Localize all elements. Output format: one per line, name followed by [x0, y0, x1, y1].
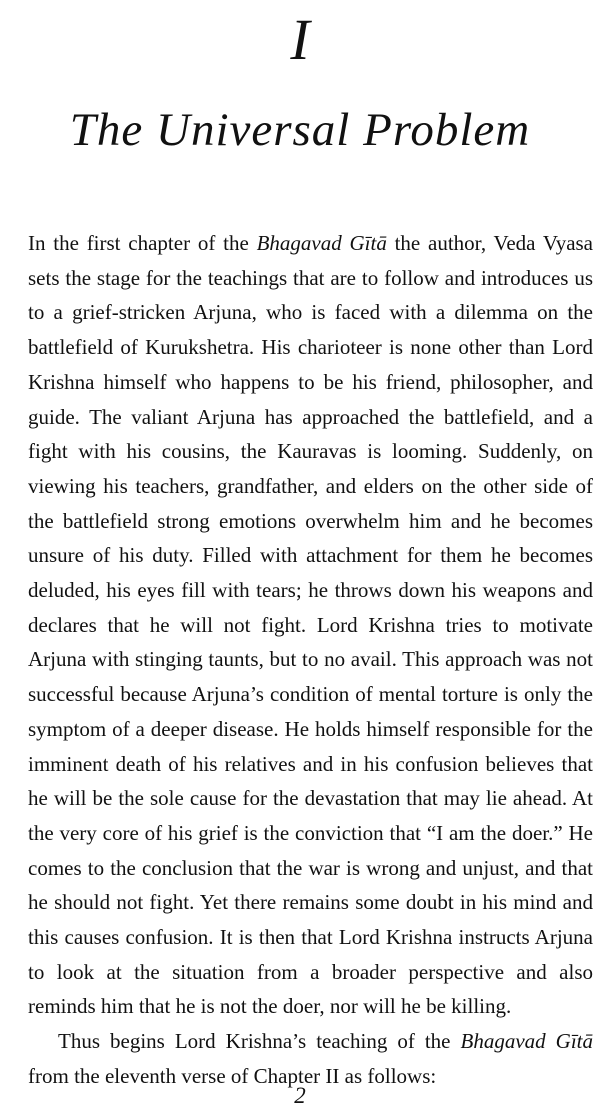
paragraph-2-text-a: Thus begins Lord Krishna’s teaching of the [58, 1029, 461, 1054]
chapter-title: The Universal Problem [69, 104, 531, 156]
paragraph-1-text-b: the author, Veda Vyasa sets the stage for the teachings that are to follow and introduces us to a grief-stricken Arjuna, who is faced with a dilemma on the battlefield of Kurukshetra. His charioteer is none other than Lord Krishna himself who happens to be his friend, philosopher, and guide. The valiant Arjuna has approached the battlefield, and a fight with his cousins, the Kauravas is looming. Suddenly, on viewing his teachers, grandfather, and elders on the other side of the battlefield strong emotions overwhelm him and he becomes unsure of his duty. Filled with attachment for them he becomes deluded, his eyes fill with tears; he throws down his weapons and declares that he will not fight. Lord Krishna tries to motivate Arjuna with stinging taunts, but to no avail. This approach was not successful because Arjuna’s condition of mental torture is only the symptom of a deeper disease. He holds himself responsible for the imminent death of his relatives and in his confusion believes that he will be the sole cause for the devastation that may lie ahead. At the very core of his grief is the conviction that “I am the doer.” He comes to the conclusion that the war is wrong and unjust, and that he should not fight. Yet there remains some doubt in his mind and this causes confusion. It is then that Lord Krishna instructs Arjuna to look at the situation from a broader perspective and also reminds him that he is not the doer, nor will he be killing. [28, 231, 594, 1019]
paragraph-1-text-a: In the first chapter of the [28, 231, 257, 255]
page-number: 2 [294, 1083, 306, 1108]
paragraph-1 [28, 226, 593, 1024]
book-title-italic: Bhagavad Gītā [256, 231, 387, 255]
body-text [28, 226, 593, 1094]
book-title-italic: Bhagavad Gītā [460, 1029, 594, 1054]
chapter-number: I [290, 7, 310, 72]
paragraph-2-text-b: from the eleventh verse of Chapter II as follows: [28, 1063, 437, 1088]
